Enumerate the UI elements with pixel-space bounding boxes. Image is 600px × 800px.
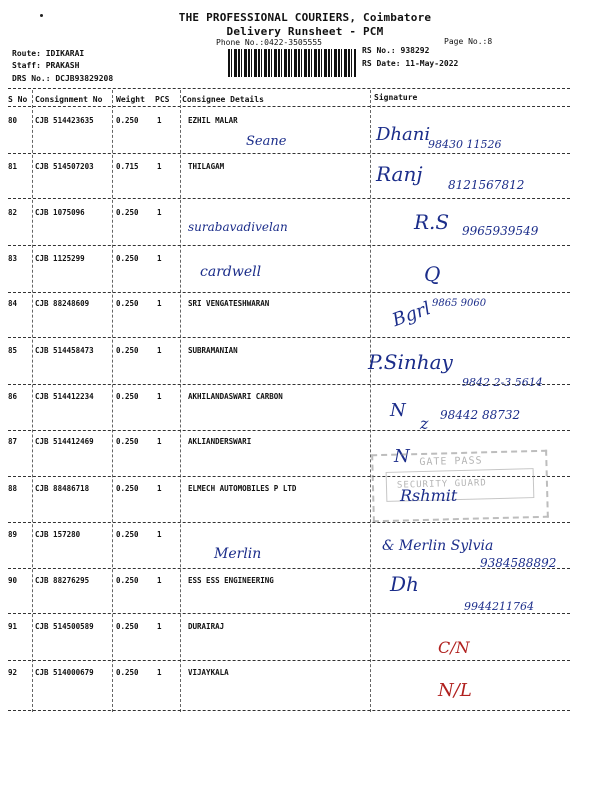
signature-scrawl: Bgrl (389, 297, 434, 332)
row-pcs: 1 (157, 346, 162, 355)
signature-scrawl: P.Sinhay (368, 350, 453, 374)
row-weight: 0.250 (116, 576, 139, 585)
row-divider (8, 245, 570, 246)
row-divider (8, 153, 570, 154)
col-consignment: Consignment No (35, 95, 103, 104)
row-consignee: AKHILANDASWARI CARBON (188, 392, 283, 401)
row-divider (8, 430, 570, 431)
signature-scrawl: Dh (390, 572, 419, 596)
col-divider (180, 90, 181, 712)
col-divider (370, 90, 371, 712)
row-consignee: AKLIANDERSWARI (188, 437, 252, 446)
staff: Staff: PRAKASH (12, 61, 80, 70)
row-signature: C/N (438, 638, 470, 657)
row-consignee: VIJAYKALA (188, 668, 229, 677)
row-consignment: CJB 88276295 (35, 576, 90, 585)
row-signature: 9944211764 (464, 600, 534, 613)
row-consignee: ELMECH AUTOMOBILES P LTD (188, 484, 297, 493)
row-consignee: SUBRAMANIAN (188, 346, 238, 355)
barcode (228, 49, 356, 77)
row-pcs: 1 (157, 162, 162, 171)
row-consignment: CJB 514458473 (35, 346, 94, 355)
header-rule-top (8, 88, 570, 89)
row-consignment: CJB 1075096 (35, 208, 85, 217)
row-consignee: THILAGAM (188, 162, 225, 171)
row-sno: 92 (8, 668, 18, 677)
row-weight: 0.250 (116, 668, 139, 677)
row-divider (8, 292, 570, 293)
row-consignment: CJB 514000679 (35, 668, 94, 677)
row-divider (8, 522, 570, 523)
row-signature: N/L (438, 680, 472, 701)
signature-scrawl: z (420, 414, 429, 433)
row-sno: 88 (8, 484, 18, 493)
stamp-line-2: SECURITY GUARD (396, 478, 487, 491)
page-number: Page No.:8 (444, 37, 493, 46)
row-pcs: 1 (157, 392, 162, 401)
signature-scrawl: Rshmit (400, 486, 458, 505)
row-divider (8, 568, 570, 569)
row-signature: 98442 88732 (440, 408, 521, 422)
row-sno: 91 (8, 622, 18, 631)
row-sno: 80 (8, 116, 18, 125)
row-weight: 0.250 (116, 208, 139, 217)
row-weight: 0.250 (116, 116, 139, 125)
signature-scrawl: & Merlin Sylvia (382, 538, 494, 554)
row-divider (8, 660, 570, 661)
rs-date: RS Date: 11-May-2022 (362, 59, 459, 68)
header-rule-bottom (8, 106, 570, 107)
row-handwritten-name: Seane (246, 134, 287, 149)
row-signature: 8121567812 (448, 178, 525, 192)
gate-pass-stamp (371, 450, 549, 523)
col-consignee: Consignee Details (182, 95, 264, 104)
row-divider (8, 384, 570, 385)
signature-scrawl: N (390, 400, 406, 421)
document-title: Delivery Runsheet - PCM (226, 25, 384, 38)
row-pcs: 1 (157, 576, 162, 585)
row-handwritten-name: cardwell (200, 264, 262, 280)
row-sno: 90 (8, 576, 18, 585)
row-divider (8, 198, 570, 199)
row-divider (8, 613, 570, 614)
row-divider (8, 337, 570, 338)
row-consignment: CJB 88486718 (35, 484, 90, 493)
row-consignment: CJB 514412469 (35, 437, 94, 446)
row-consignee: DURAIRAJ (188, 622, 225, 631)
phone-number: Phone No.:0422-3505555 (216, 38, 322, 47)
row-consignment: CJB 514507203 (35, 162, 94, 171)
row-pcs: 1 (157, 484, 162, 493)
row-weight: 0.250 (116, 484, 139, 493)
row-consignment: CJB 88248609 (35, 299, 90, 308)
row-pcs: 1 (157, 116, 162, 125)
row-weight: 0.250 (116, 392, 139, 401)
route: Route: IDIKARAI (12, 49, 85, 58)
row-handwritten-name: Merlin (214, 546, 262, 562)
signature-scrawl: Dhani (376, 124, 431, 145)
row-sno: 85 (8, 346, 18, 355)
row-signature: 9865 9060 (432, 298, 487, 309)
stamp-line-1: GATE PASS (419, 455, 483, 469)
row-sno: 84 (8, 299, 18, 308)
row-signature: 9842 2-3 5614 (462, 376, 543, 389)
row-sno: 89 (8, 530, 18, 539)
row-consignee: SRI VENGATESHWARAN (188, 299, 270, 308)
col-divider (112, 90, 113, 712)
row-sno: 86 (8, 392, 18, 401)
row-weight: 0.715 (116, 162, 139, 171)
row-consignee: EZHIL MALAR (188, 116, 238, 125)
row-sno: 83 (8, 254, 18, 263)
row-consignment: CJB 514500589 (35, 622, 94, 631)
row-pcs: 1 (157, 299, 162, 308)
row-sno: 82 (8, 208, 18, 217)
row-weight: 0.250 (116, 346, 139, 355)
row-divider (8, 710, 570, 711)
row-handwritten-name: surabavadivelan (188, 220, 288, 234)
row-weight: 0.250 (116, 437, 139, 446)
row-signature: Q (424, 262, 441, 286)
col-sno: S No (8, 95, 28, 104)
row-consignment: CJB 514423635 (35, 116, 94, 125)
row-pcs: 1 (157, 668, 162, 677)
row-weight: 0.250 (116, 254, 139, 263)
signature-scrawl: N (394, 446, 410, 467)
drs-number: DRS No.: DCJB93829208 (12, 74, 114, 83)
col-weight: Weight (116, 95, 145, 104)
row-sno: 87 (8, 437, 18, 446)
row-consignment: CJB 157280 (35, 530, 81, 539)
rs-number: RS No.: 938292 (362, 46, 430, 55)
row-weight: 0.250 (116, 530, 139, 539)
company-name: THE PROFESSIONAL COURIERS, Coimbatore (178, 11, 432, 24)
row-weight: 0.250 (116, 622, 139, 631)
row-weight: 0.250 (116, 299, 139, 308)
row-pcs: 1 (157, 208, 162, 217)
row-consignee: ESS ESS ENGINEERING (188, 576, 274, 585)
row-signature: 98430 11526 (428, 138, 502, 151)
row-signature: 9965939549 (462, 224, 539, 238)
signature-scrawl: R.S (414, 210, 450, 234)
row-pcs: 1 (157, 254, 162, 263)
row-sno: 81 (8, 162, 18, 171)
row-pcs: 1 (157, 437, 162, 446)
col-divider (32, 90, 33, 712)
row-signature: 9384588892 (480, 556, 557, 570)
signature-scrawl: Ranj (376, 162, 423, 186)
col-signature: Signature (374, 93, 418, 102)
row-pcs: 1 (157, 622, 162, 631)
row-pcs: 1 (157, 530, 162, 539)
row-consignment: CJB 514412234 (35, 392, 94, 401)
row-consignment: CJB 1125299 (35, 254, 85, 263)
col-pcs: PCS (155, 95, 170, 104)
